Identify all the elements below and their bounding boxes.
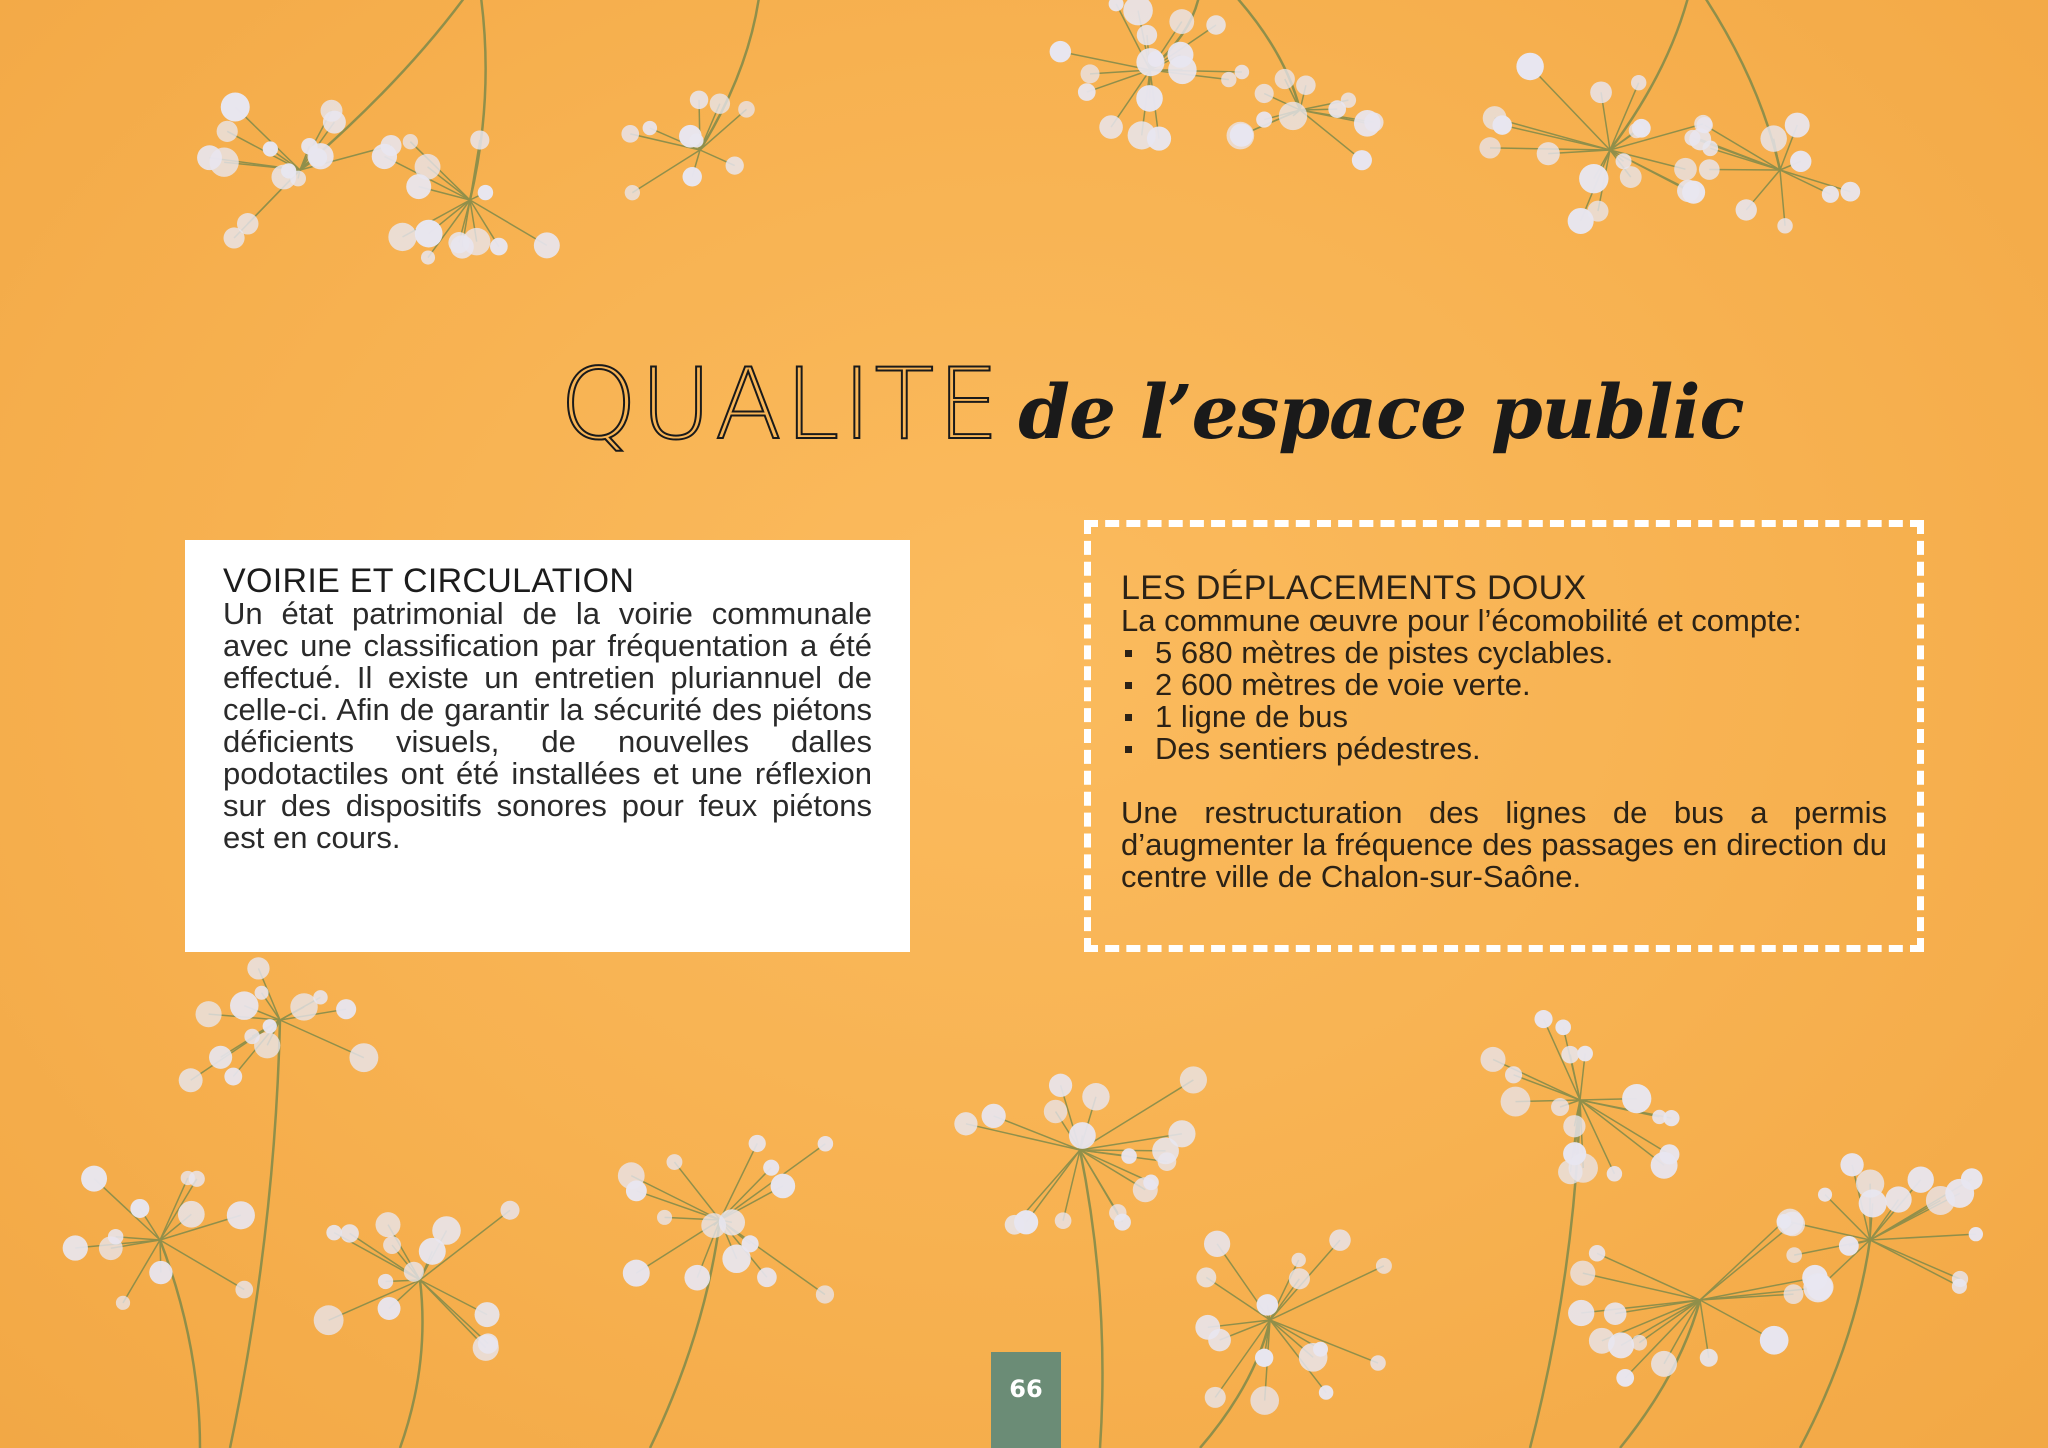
list-item: Des sentiers pédestres. [1121,733,1887,765]
deplacements-doux-box [1084,520,1924,952]
page-number: 66 [991,1352,1061,1448]
voirie-circulation-box [185,540,910,952]
title-main: QUALITE [560,348,1003,462]
voirie-text: Un état patrimonial de la voirie communale avec une classification par fréquentation a été effectué. Il existe un entretien pluriannuel de celle-ci. Afin de garantir la sécurité des piétons déficients visuels, de nouvelles dalles podotactiles ont été installées et une réflexion sur des dispositifs sonores pour feux piétons est en cours. [223,596,872,855]
deplacements-list [1121,637,1887,765]
voirie-heading: VOIRIE ET CIRCULATION [223,562,635,600]
deplacements-intro: La commune œuvre pour l’écomobilité et compte: [1121,603,1802,638]
page-title [560,348,1744,462]
list-item: 1 ligne de bus [1121,701,1887,733]
title-script: de l’espace public [1018,370,1744,456]
deplacements-outro: Une restructuration des lignes de bus a permis d’augmenter la fréquence des passages en direction du centre ville de Chalon-sur-Saône. [1121,795,1887,894]
deplacements-heading: LES DÉPLACEMENTS DOUX [1121,569,1587,607]
list-item: 5 680 mètres de pistes cyclables. [1121,637,1887,669]
list-item: 2 600 mètres de voie verte. [1121,669,1887,701]
